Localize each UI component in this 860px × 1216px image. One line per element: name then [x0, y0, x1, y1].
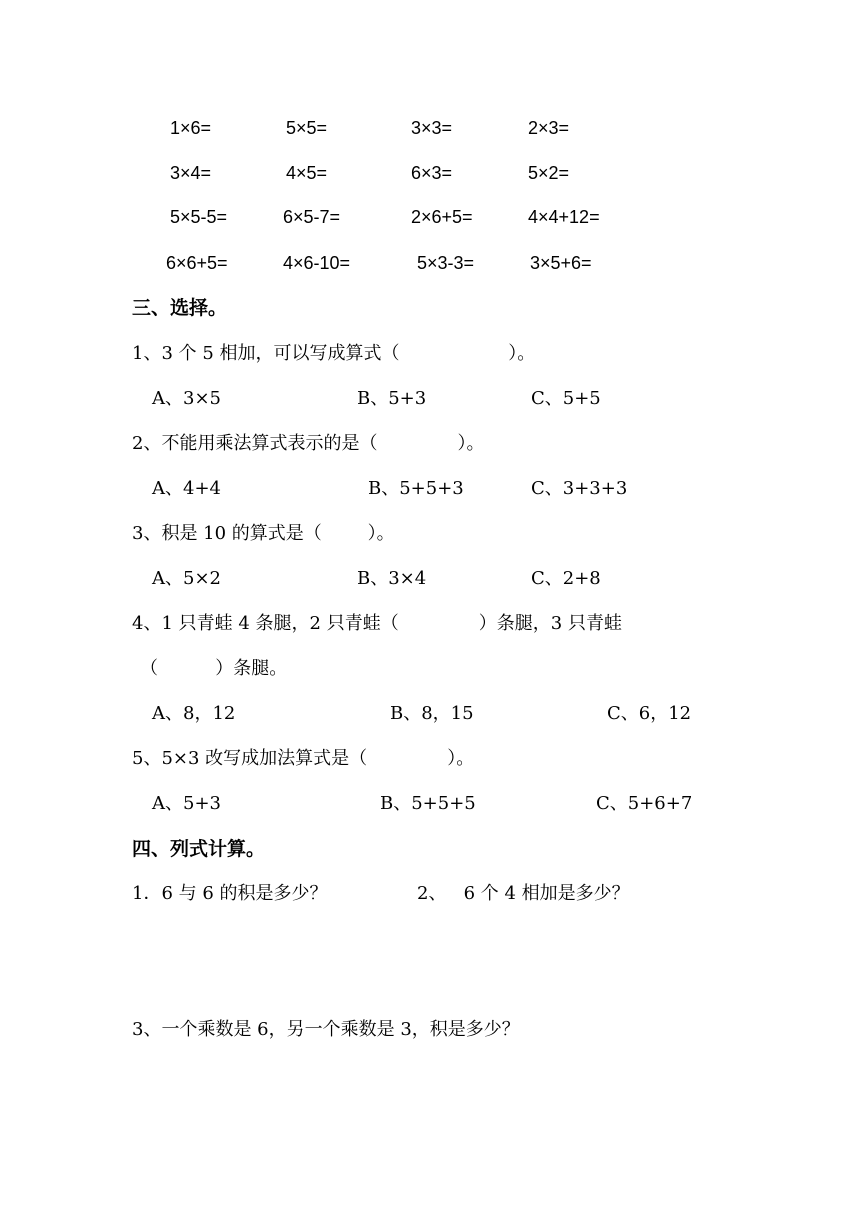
drill-item: 5×5-5= [170, 207, 228, 227]
option: A、4+4 [152, 478, 221, 499]
question-text: 3、积是 10 的算式是（ ）。 [132, 523, 395, 544]
option: C、6，12 [607, 703, 692, 724]
drill-item: 4×6-10= [283, 253, 351, 273]
question-text: 2、 6 个 4 相加是多少？ [417, 883, 630, 904]
option: A、5×2 [152, 568, 221, 589]
question-text: 1、3 个 5 相加，可以写成算式（ ）。 [132, 343, 536, 364]
drill-item: 3×5+6= [530, 253, 592, 273]
option: A、5+3 [152, 793, 221, 814]
option: A、8，12 [152, 703, 236, 724]
option: B、3×4 [357, 568, 427, 589]
drill-item: 6×3= [411, 163, 453, 183]
option: B、5+5+3 [368, 478, 464, 499]
option: C、5+6+7 [596, 793, 693, 814]
section-title: 三、选择。 [132, 297, 228, 319]
option: C、5+5 [531, 388, 601, 409]
drill-item: 4×5= [286, 163, 328, 183]
drill-item: 3×3= [411, 118, 453, 138]
option: B、5+5+5 [380, 793, 476, 814]
drill-item: 6×5-7= [283, 207, 341, 227]
drill-item: 5×2= [528, 163, 570, 183]
option: B、8，15 [390, 703, 474, 724]
drill-item: 3×4= [170, 163, 212, 183]
question-text: 3、一个乘数是 6，另一个乘数是 3，积是多少？ [132, 1019, 520, 1040]
drill-item: 2×6+5= [411, 207, 473, 227]
question-text: （ ）条腿。 [140, 658, 288, 679]
drill-item: 5×5= [286, 118, 328, 138]
drill-item: 1×6= [170, 118, 212, 138]
section-title: 四、列式计算。 [132, 838, 266, 860]
drill-item: 2×3= [528, 118, 570, 138]
drill-item: 5×3-3= [417, 253, 475, 273]
question-text: 1．6 与 6 的积是多少？ [132, 883, 328, 904]
option: C、3+3+3 [531, 478, 628, 499]
question-text: 2、不能用乘法算式表示的是（ ）。 [132, 433, 485, 454]
option: C、2+8 [531, 568, 601, 589]
option: A、3×5 [152, 388, 221, 409]
question-text: 5、5×3 改写成加法算式是（ ）。 [132, 748, 475, 769]
drill-item: 4×4+12= [528, 207, 600, 227]
option: B、5+3 [357, 388, 427, 409]
question-text: 4、1 只青蛙 4 条腿，2 只青蛙（ ）条腿，3 只青蛙 [132, 613, 622, 634]
drill-item: 6×6+5= [166, 253, 228, 273]
